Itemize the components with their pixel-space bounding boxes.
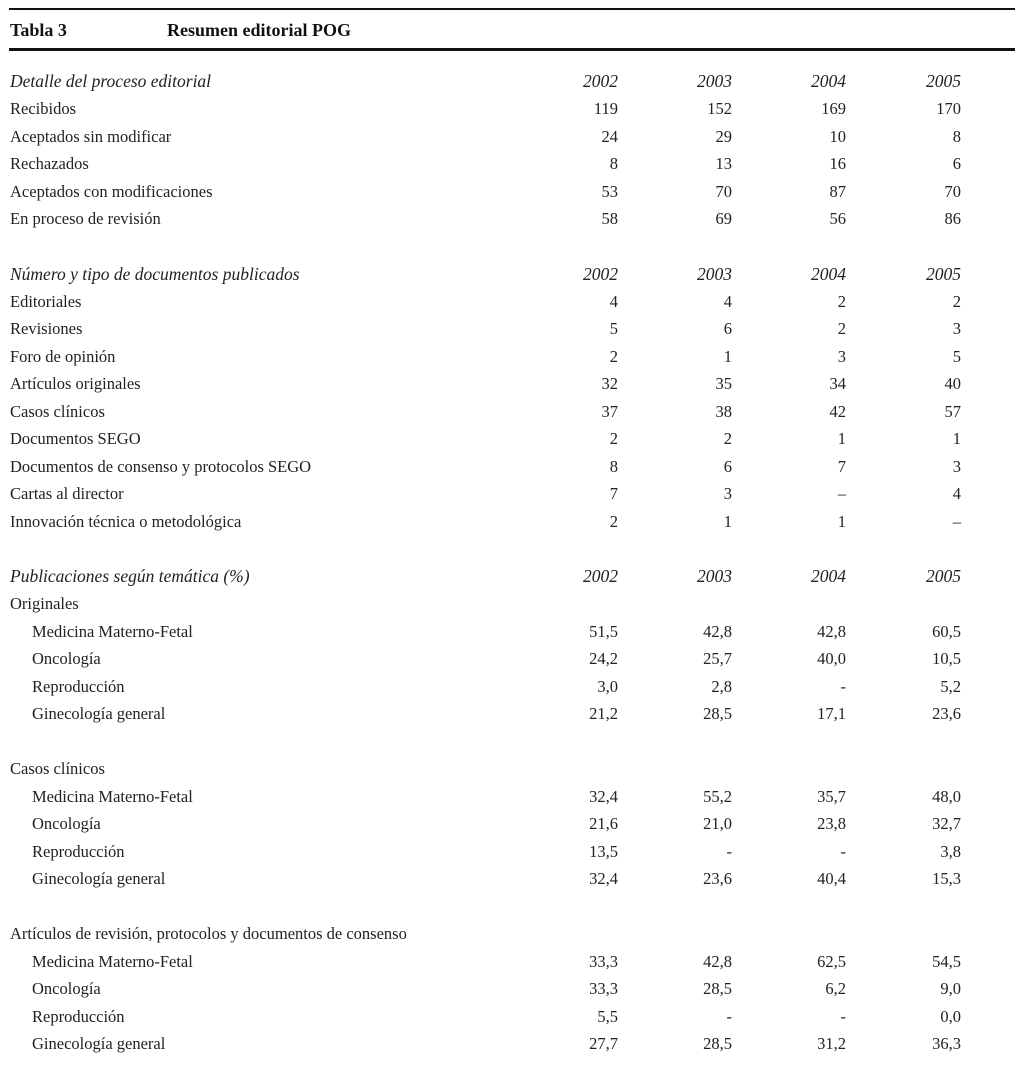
table-row-value-3: 5 <box>952 346 961 366</box>
table-row-label: Medicina Materno-Fetal <box>32 951 193 971</box>
table-row-value-2: 42,8 <box>817 621 846 641</box>
table-row-value-3: 3,8 <box>940 841 961 861</box>
table-row <box>10 673 970 701</box>
table-row-value-0: 2 <box>609 429 618 449</box>
table-row-value-2: 1 <box>837 429 846 449</box>
table-row-value-0: 7 <box>609 484 618 504</box>
table-row-value-3: 70 <box>944 181 961 201</box>
table-row <box>10 646 970 674</box>
table-row-value-3: 5,2 <box>940 676 961 696</box>
table-row-value-1: 29 <box>715 126 732 146</box>
table-row-value-0: 24,2 <box>589 649 618 669</box>
table-row-value-0: 51,5 <box>589 621 618 641</box>
table-row-label: Reproducción <box>32 841 125 861</box>
section-header <box>10 563 970 591</box>
table-row-value-0: 32,4 <box>589 786 618 806</box>
section-header-label: Número y tipo de documentos publicados <box>10 263 300 284</box>
table-row-value-2: 34 <box>829 374 846 394</box>
table-row-value-2: 87 <box>829 181 846 201</box>
table-row-value-1: 152 <box>707 99 732 119</box>
table-row-value-0: 119 <box>593 99 618 119</box>
table-row-value-1: - <box>726 841 732 861</box>
table-row-value-3: 10,5 <box>932 649 961 669</box>
section-header-label: Detalle del proceso editorial <box>10 71 212 92</box>
section-spacer <box>10 233 970 261</box>
table-row-value-1: 55,2 <box>703 786 732 806</box>
table-row-value-3: 0,0 <box>940 1006 961 1026</box>
table-row-label: Revisiones <box>10 319 83 339</box>
title-rule <box>9 48 1015 51</box>
table-row-value-3: 48,0 <box>932 786 961 806</box>
section-header-value-1: 2003 <box>697 263 732 284</box>
table-row <box>10 481 970 509</box>
table-row-value-0: 27,7 <box>589 1034 618 1054</box>
table-row <box>10 1003 970 1031</box>
table-row-value-3: 6 <box>952 154 961 174</box>
table-row-label: Ginecología general <box>32 1034 166 1054</box>
table-row-value-3: 8 <box>952 126 961 146</box>
table-row <box>10 398 970 426</box>
table-row <box>10 948 970 976</box>
table-row-value-3: 2 <box>952 291 961 311</box>
table-row-value-0: 3,0 <box>597 676 618 696</box>
table-row-label: En proceso de revisión <box>10 209 161 229</box>
table-row <box>10 316 970 344</box>
table-title <box>10 17 351 43</box>
table-row-value-1: 23,6 <box>703 869 732 889</box>
table-row-value-1: 25,7 <box>703 649 732 669</box>
table-row-label: Medicina Materno-Fetal <box>32 621 193 641</box>
table-row-value-2: 62,5 <box>817 951 846 971</box>
table-row-value-3: 170 <box>936 99 961 119</box>
table-row-value-3: 1 <box>952 429 961 449</box>
table-row-value-0: 33,3 <box>589 951 618 971</box>
section-header-value-2: 2004 <box>811 566 846 587</box>
table-row-value-1: 28,5 <box>703 979 732 999</box>
table-row-value-0: 4 <box>609 291 618 311</box>
table-row-value-2: 3 <box>837 346 846 366</box>
section-spacer <box>10 893 970 921</box>
table-row-value-0: 2 <box>609 346 618 366</box>
table-row-value-3: 57 <box>944 401 961 421</box>
table-row-value-3: 3 <box>952 319 961 339</box>
editorial-summary-table <box>10 68 970 1058</box>
table-row-label: Casos clínicos <box>10 401 105 421</box>
table-row-value-3: 86 <box>944 209 961 229</box>
table-row <box>10 783 970 811</box>
group-label-label: Casos clínicos <box>10 759 105 779</box>
table-row-value-2: 56 <box>829 209 846 229</box>
table-row-value-3: 15,3 <box>932 869 961 889</box>
table-row-value-0: 37 <box>601 401 618 421</box>
table-row-value-1: 69 <box>715 209 732 229</box>
table-row <box>10 866 970 894</box>
group-label-label: Originales <box>10 594 79 614</box>
group-label <box>10 591 970 619</box>
table-row-value-0: 21,2 <box>589 704 618 724</box>
table-row-value-0: 24 <box>601 126 618 146</box>
table-row-value-2: 2 <box>837 319 846 339</box>
section-header <box>10 68 970 96</box>
table-row-label: Ginecología general <box>32 704 166 724</box>
table-row-label: Oncología <box>32 649 101 669</box>
table-row <box>10 96 970 124</box>
table-row-value-1: - <box>726 1006 732 1026</box>
table-caption: Resumen editorial POG <box>167 19 351 40</box>
table-row-label: Innovación técnica o metodológica <box>10 511 242 531</box>
section-header-value-1: 2003 <box>697 566 732 587</box>
section-header-value-3: 2005 <box>926 263 961 284</box>
table-row-value-0: 53 <box>601 181 618 201</box>
table-row <box>10 1031 970 1059</box>
table-row-value-2: – <box>837 484 846 504</box>
table-row-value-2: - <box>840 1006 846 1026</box>
section-header <box>10 261 970 289</box>
table-row <box>10 178 970 206</box>
table-row-value-0: 8 <box>609 154 618 174</box>
table-row-value-0: 32,4 <box>589 869 618 889</box>
top-rule <box>9 8 1015 10</box>
table-row-label: Reproducción <box>32 1006 125 1026</box>
table-row-value-1: 13 <box>715 154 732 174</box>
table-row-value-2: 7 <box>837 456 846 476</box>
table-row-value-1: 3 <box>723 484 732 504</box>
table-row-value-2: 35,7 <box>817 786 846 806</box>
table-row-label: Reproducción <box>32 676 125 696</box>
table-row-label: Artículos originales <box>10 374 141 394</box>
table-row-value-1: 28,5 <box>703 704 732 724</box>
table-row-value-1: 38 <box>715 401 732 421</box>
table-row-value-1: 42,8 <box>703 951 732 971</box>
table-row-value-3: – <box>952 511 961 531</box>
section-header-label: Publicaciones según temática (%) <box>10 566 250 587</box>
table-row-value-0: 5 <box>609 319 618 339</box>
group-label-label: Artículos de revisión, protocolos y documentos de consenso <box>10 924 407 944</box>
group-label <box>10 921 970 949</box>
table-row-label: Rechazados <box>10 154 89 174</box>
table-row-value-1: 42,8 <box>703 621 732 641</box>
table-row-value-1: 2,8 <box>711 676 732 696</box>
table-row-label: Oncología <box>32 979 101 999</box>
table-row <box>10 976 970 1004</box>
table-number: Tabla 3 <box>10 19 67 40</box>
table-row-value-1: 4 <box>723 291 732 311</box>
table-row-value-1: 21,0 <box>703 814 732 834</box>
table-row-value-3: 23,6 <box>932 704 961 724</box>
table-row-value-3: 54,5 <box>932 951 961 971</box>
section-header-value-0: 2002 <box>583 566 618 587</box>
section-header-value-0: 2002 <box>583 71 618 92</box>
table-row-label: Documentos de consenso y protocolos SEGO <box>10 456 312 476</box>
table-row-value-0: 13,5 <box>589 841 618 861</box>
table-row-value-2: 42 <box>829 401 846 421</box>
table-row-label: Editoriales <box>10 291 82 311</box>
section-header-value-3: 2005 <box>926 566 961 587</box>
section-spacer <box>10 536 970 564</box>
table-row-value-2: 169 <box>821 99 846 119</box>
table-row-value-1: 28,5 <box>703 1034 732 1054</box>
table-row-value-0: 8 <box>609 456 618 476</box>
table-row-value-2: 31,2 <box>817 1034 846 1054</box>
table-row <box>10 811 970 839</box>
table-row-value-2: 6,2 <box>825 979 846 999</box>
table-row-value-0: 21,6 <box>589 814 618 834</box>
table-row-label: Ginecología general <box>32 869 166 889</box>
table-row <box>10 838 970 866</box>
table-row-label: Aceptados con modificaciones <box>10 181 213 201</box>
table-row-value-1: 35 <box>715 374 732 394</box>
section-header-value-2: 2004 <box>811 263 846 284</box>
table-row <box>10 701 970 729</box>
table-row-value-2: - <box>840 676 846 696</box>
table-row-value-3: 40 <box>944 374 961 394</box>
table-row-value-0: 33,3 <box>589 979 618 999</box>
table-row <box>10 123 970 151</box>
table-row-value-2: 40,0 <box>817 649 846 669</box>
table-row-label: Medicina Materno-Fetal <box>32 786 193 806</box>
table-row <box>10 453 970 481</box>
table-row <box>10 206 970 234</box>
table-row-label: Foro de opinión <box>10 346 116 366</box>
table-row-label: Documentos SEGO <box>10 429 141 449</box>
table-row <box>10 426 970 454</box>
table-row <box>10 288 970 316</box>
section-header-value-3: 2005 <box>926 71 961 92</box>
table-row-value-0: 32 <box>601 374 618 394</box>
table-row-value-3: 9,0 <box>940 979 961 999</box>
table-row-value-3: 3 <box>952 456 961 476</box>
table-row-value-2: - <box>840 841 846 861</box>
table-row-value-0: 5,5 <box>597 1006 618 1026</box>
table-row-value-0: 2 <box>609 511 618 531</box>
group-label <box>10 756 970 784</box>
table-row-value-2: 2 <box>837 291 846 311</box>
table-row-value-1: 6 <box>723 456 732 476</box>
table-row-label: Aceptados sin modificar <box>10 126 172 146</box>
table-row-value-2: 17,1 <box>817 704 846 724</box>
table-row-value-1: 1 <box>723 346 732 366</box>
table-row <box>10 508 970 536</box>
section-spacer <box>10 728 970 756</box>
table-row-value-1: 2 <box>723 429 732 449</box>
table-row <box>10 371 970 399</box>
table-row-value-2: 23,8 <box>817 814 846 834</box>
table-row-value-2: 40,4 <box>817 869 846 889</box>
table-row-value-3: 32,7 <box>932 814 961 834</box>
section-header-value-1: 2003 <box>697 71 732 92</box>
table-row-value-3: 4 <box>952 484 961 504</box>
table-row <box>10 343 970 371</box>
table-row <box>10 618 970 646</box>
table-row-value-1: 6 <box>723 319 732 339</box>
table-row-value-2: 10 <box>829 126 846 146</box>
table-row-value-2: 16 <box>829 154 846 174</box>
table-row-value-0: 58 <box>601 209 618 229</box>
table-row-label: Recibidos <box>10 99 76 119</box>
table-row-value-2: 1 <box>837 511 846 531</box>
table-row-value-3: 60,5 <box>932 621 961 641</box>
section-header-value-2: 2004 <box>811 71 846 92</box>
table-row-value-3: 36,3 <box>932 1034 961 1054</box>
table-row-value-1: 1 <box>723 511 732 531</box>
section-header-value-0: 2002 <box>583 263 618 284</box>
table-row-label: Cartas al director <box>10 484 124 504</box>
table-row-label: Oncología <box>32 814 101 834</box>
table-row <box>10 151 970 179</box>
table-row-value-1: 70 <box>715 181 732 201</box>
